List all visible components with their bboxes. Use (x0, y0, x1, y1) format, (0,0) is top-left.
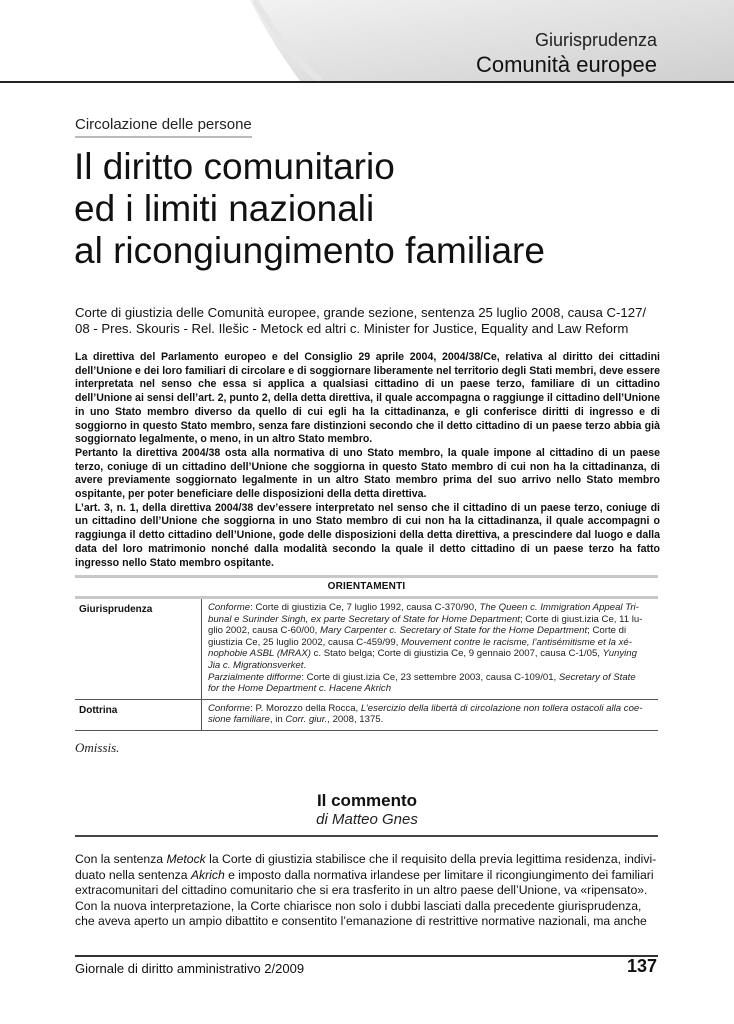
citation-line: Corte di giustizia delle Comunità europee, grande sezione, sentenza 25 luglio 2008, causa C-127/ (75, 305, 647, 320)
comment-author: di Matteo Gnes (316, 811, 418, 828)
comment-body (75, 852, 659, 930)
title-line: al ricongiungimento familiare (74, 230, 545, 271)
headnote-paragraph: Pertanto la direttiva 2004/38 osta alla normativa di uno Stato membro, la quale impone al cittadino di un paese terzo, coniuge di un cittadino dell’Unione che soggiorna in questo Stato membro di cui non ha la cittadinanza, di avere previamente soggiornato legalmente in un altro Stato membro prima del suo arrivo nello Stato membro ospitante, per poter beneficiare delle disposizioni della detta direttiva. (75, 446, 660, 501)
body-line: extracomunitari del cittadino comunitario che si era trasferito in un altro paese dell’Unione, va «ripensato». (75, 883, 648, 898)
subsection-label: Comunità europee (475, 52, 657, 77)
row-label: Giurisprudenza (79, 604, 153, 615)
orientamenti-heading: ORIENTAMENTI (75, 575, 658, 599)
article-kicker: Circolazione delle persone (75, 116, 252, 138)
case-citation (75, 305, 660, 337)
page-number: 137 (626, 956, 657, 976)
section-label: Giurisprudenza (534, 30, 657, 50)
body-line: che aveva aperto un ampio dibattito e consentito l’emanazione di restrittive normative nazionali, ma anche (75, 914, 647, 929)
omissis-note: Omissis. (75, 740, 120, 755)
footer-rule (75, 955, 658, 957)
headnote-paragraph: L’art. 3, n. 1, della direttiva 2004/38 dev’essere interpretato nel senso che il cittadino di un paese terzo, coniuge di un cittadino dell’Unione che soggiorna in uno Stato membro di cui non ha la cittadinanza, il quale accompagni o raggiunga il detto cittadino dell’Unione, gode delle disposizioni della detta direttiva, a prescindere dal luogo e dalla data del loro matrimonio nonché dalla modalità secondo la quale il detto cittadino di un paese terzo ha fatto ingresso nello Stato membro ospitante. (75, 501, 660, 569)
row-content: Conforme: Corte di giustizia Ce, 7 luglio 1992, causa C-370/90, The Queen c. Immigration Appeal Tri- bunal e Surinder Singh, ex parte Secretary of State for Home Department; Corte di giust.izia Ce, 11 lu- glio 2002, causa C-60/00, Mary Carpenter c. Secretary of State for the Home Department; Corte di giustizia Ce, 25 luglio 2002, causa C-459/99, Mouvement contre le racisme, l’antisémitisme et la xé- nophobie ASBL (MRAX) c. Stato belga; Corte di giustizia Ce, 9 gennaio 2007, causa C-1/05, Yunying Jia c. Migrationsverket. Parzialmente difforme: Corte di giust.izia Ce, 23 settembre 2003, causa C-109/01, Secretary of State for the Home Department c. Hacene Akrich (201, 599, 658, 699)
orientamenti-row-giurisprudenza (75, 599, 658, 700)
comment-title: Il commento (316, 791, 418, 810)
orientamenti-table (75, 575, 658, 731)
headnote-summary (75, 351, 660, 570)
orientamenti-row-dottrina (75, 700, 658, 731)
headnote-paragraph: La direttiva del Parlamento europeo e del Consiglio 29 aprile 2004, 2004/38/Ce, relativa al diritto dei cittadini dell’Unione e dei loro familiari di circolare e di soggiornare liberamente nel territorio degli Stati membri, deve essere interpretata nel senso che essa si applica a qualsiasi cittadino di un paese terzo, familiare di un cittadino dell’Unione ai sensi dell’art. 2, punto 2, della detta direttiva, il quale accompagna o raggiunge il cittadino dell’Unione in uno Stato membro diverso da quello di cui egli ha la cittadinanza, e gli conferisce diritti di ingresso e di soggiorno in questo Stato membro, senza fare distinzioni secondo che il detto cittadino di un paese terzo abbia già soggiornato legalmente, o meno, in un altro Stato membro. (75, 351, 660, 446)
row-label: Dottrina (79, 704, 118, 716)
citation-line: 08 - Pres. Skouris - Rel. Ilešic - Metock ed altri c. Minister for Justice, Equality and Law Reform (75, 321, 629, 336)
row-content: Conforme: P. Morozzo della Rocca, L’esercizio della libertà di circolazione non tollera ostacoli alla coe- sione familiare, in Corr. giur., 2008, 1375. (201, 700, 658, 730)
body-line: Con la sentenza Metock la Corte di giustizia stabilisce che il requisito della previa legittima residenza, indivi- (75, 852, 657, 866)
body-line: duato nella sentenza Akrich e imposto dalla normativa irlandese per limitare il ricongiungimento dei familiari (75, 867, 654, 882)
body-line: Con la nuova interpretazione, la Corte chiarisce non solo i dubbi lasciati dalla precedente giurisprudenza, (75, 898, 642, 913)
title-line: Il diritto comunitario (74, 146, 395, 187)
footer-journal: Giornale di diritto amministrativo 2/2009 (75, 961, 305, 976)
header-rule (0, 81, 734, 83)
article-title (74, 146, 674, 272)
title-line: ed i limiti nazionali (74, 188, 375, 229)
comment-rule (75, 835, 658, 837)
